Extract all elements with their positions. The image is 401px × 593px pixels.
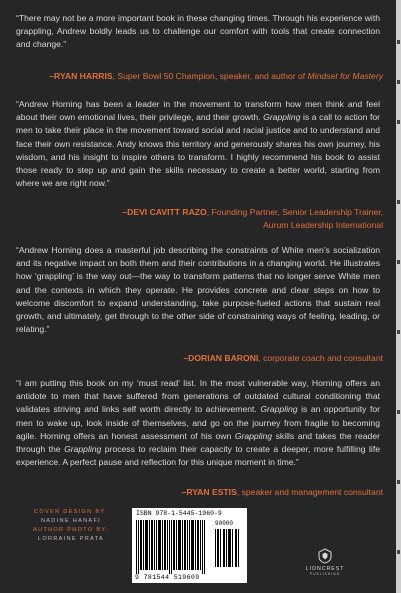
cover-design-label: COVER DESIGN BY:: [34, 509, 108, 515]
cover-designer: NADINE HANAFI: [40, 518, 102, 524]
endorsement-attribution-harris: –RYAN HARRIS, Super Bowl 50 Champion, speaker, and author of Mindset for Mastery: [49, 71, 383, 81]
endorsement-attribution-baroni: –DORIAN BARONI, corporate coach and consultant: [183, 353, 383, 363]
isbn-text: ISBN 978-1-5445-1960-9: [136, 510, 222, 517]
endorsement-attribution-estis: –RYAN ESTIS, speaker and management consultant: [181, 487, 383, 497]
endorsement-attribution-razo: –DEVI CAVITT RAZO, Founding Partner, Senior Leadership Trainer, Aurum Leadership International: [122, 207, 383, 230]
author-photo-label: AUTHOR PHOTO BY:: [32, 527, 110, 533]
price-code: 90000: [215, 520, 241, 569]
endorsement-quote-harris: “There may not be a more important book in these changing times. Through his experience with grappling, Andrew boldly leads us to challenge our comfort with tools that create connection and change.”: [16, 13, 380, 50]
author-photographer: LORRAINE PRATA: [37, 536, 105, 542]
publisher-name: LIONCREST: [305, 566, 345, 572]
addon-barcode-bars: [215, 527, 241, 567]
lion-crest-icon: [317, 548, 333, 564]
endorsement-quote-baroni: “Andrew Horning does a masterful job describing the constraints of White men’s socialization and its negative impact on both them and their contributions in a changing world. He illustrates how ‘grappling’ is the way out—the way to transform patterns that no longer serve White men and the contexts in which they operate. He provides concrete and clear steps on how to welcome discomfort to expand understanding, take purpose-fueled actions that sustain real growth, and ultimately, get through to the other side of constraining ways of feeling, leading, or relating.”: [16, 245, 380, 335]
endorsement-quote-estis: “I am putting this book on my ‘must read’ list. In the most vulnerable way, Horning offers an antidote to men that have suffered from generations of outdated cultural conditioning that validates striving and links self worth directly to achievement. Grappling is an opportunity for men to wake up, look inside of themselves, and go on the journey from fragile to becoming agile. Horning offers an honest assessment of his own Grappling skills and takes the reader through the Grappling process to reclaim their capacity to create a deeper, more fulfilling life experience. A perfect pause and reflection for this unique moment in time.”: [16, 378, 381, 468]
endorsement-quote-razo: “Andrew Horning has been a leader in the movement to transform how men think and feel about their own emotional lives, their privilege, and their growth. Grappling is a call to action for men to take their place in the movement toward social and racial justice and to understand and face their own resistance. Andy knows this territory and generously shares his own journey, his wisdom, and his insight to inspire others to transform. I highly recommend his book to assist those ready to step up and gain the skills necessary to create a better world, starting from where we are right now.”: [16, 99, 380, 189]
publisher-sub: PUBLISHING: [309, 572, 341, 576]
page-edge: [396, 0, 401, 593]
ean-number: 9 781544 519609: [135, 574, 200, 581]
publisher-logo: [300, 548, 350, 576]
isbn-barcode: [132, 508, 247, 583]
cover-credits: [16, 508, 126, 544]
ean-barcode-bars: [136, 520, 206, 574]
